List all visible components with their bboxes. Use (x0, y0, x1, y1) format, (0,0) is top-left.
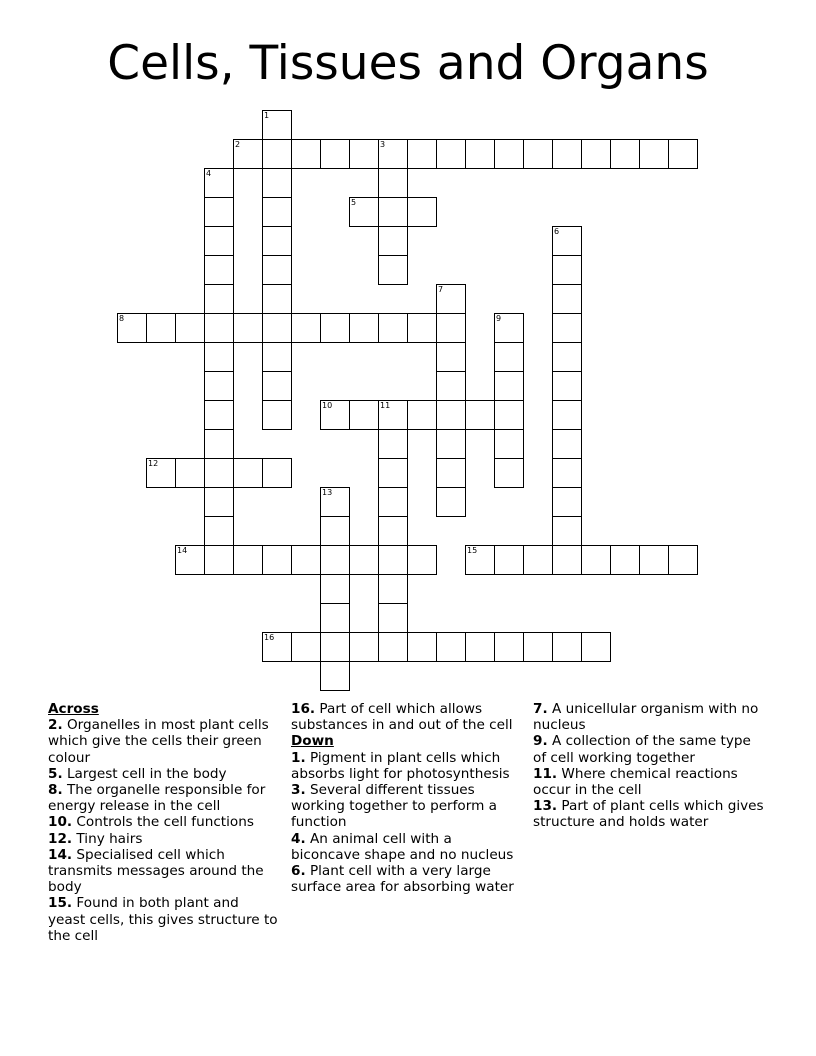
clue-number-label: 11 (380, 401, 391, 410)
grid-cell[interactable] (320, 545, 350, 575)
down-clue-4 (291, 831, 523, 863)
grid-cell[interactable] (494, 458, 524, 488)
grid-cell[interactable] (494, 313, 524, 343)
clue-number-label: 3 (380, 140, 386, 149)
grid-cell[interactable] (349, 313, 379, 343)
grid-cell[interactable] (494, 632, 524, 662)
clue-number: 4. (291, 830, 306, 847)
grid-cell[interactable] (494, 139, 524, 169)
grid-cell[interactable] (610, 545, 640, 575)
clue-number: 14. (48, 846, 73, 863)
down-clue-1 (291, 750, 523, 782)
grid-cell[interactable] (233, 139, 263, 169)
clue-text: Found in both plant and yeast cells, this gives structure to the cell (48, 895, 278, 944)
grid-cell[interactable] (262, 284, 292, 314)
grid-cell[interactable] (552, 342, 582, 372)
clues-column-3 (533, 701, 767, 831)
grid-cell[interactable] (552, 371, 582, 401)
clue-number: 1. (291, 749, 306, 766)
grid-cell[interactable] (349, 400, 379, 430)
grid-cell[interactable] (668, 139, 698, 169)
down-clue-7 (533, 701, 767, 733)
grid-cell[interactable] (204, 429, 234, 459)
grid-cell[interactable] (378, 574, 408, 604)
clue-text: An animal cell with a biconcave shape and no nucleus (291, 830, 514, 863)
grid-cell[interactable] (668, 545, 698, 575)
clue-text: A unicellular organism with no nucleus (533, 701, 759, 734)
grid-cell[interactable] (436, 487, 466, 517)
grid-cell[interactable] (320, 487, 350, 517)
clue-number: 8. (48, 782, 63, 799)
grid-cell[interactable] (291, 545, 321, 575)
grid-cell[interactable] (204, 313, 234, 343)
down-clue-11 (533, 766, 767, 798)
grid-cell[interactable] (581, 632, 611, 662)
grid-cell[interactable] (262, 458, 292, 488)
grid-cell[interactable] (407, 400, 437, 430)
clue-number-label: 15 (467, 546, 478, 555)
clue-number: 3. (291, 782, 306, 799)
grid-cell[interactable] (552, 429, 582, 459)
clue-text: Largest cell in the body (66, 765, 227, 782)
grid-cell[interactable] (523, 632, 553, 662)
clue-text: Specialised cell which transmits messages around the body (48, 846, 264, 896)
clue-number: 9. (533, 733, 548, 750)
grid-cell[interactable] (146, 458, 176, 488)
grid-cell[interactable] (494, 545, 524, 575)
grid-cell[interactable] (204, 516, 234, 546)
down-heading: Down (291, 733, 334, 750)
grid-cell[interactable] (436, 632, 466, 662)
grid-cell[interactable] (262, 632, 292, 662)
clue-number: 6. (291, 863, 306, 880)
grid-cell[interactable] (378, 603, 408, 633)
grid-cell[interactable] (378, 458, 408, 488)
grid-cell[interactable] (262, 255, 292, 285)
grid-cell[interactable] (378, 487, 408, 517)
clue-text: Tiny hairs (76, 830, 143, 847)
grid-cell[interactable] (552, 545, 582, 575)
grid-cell[interactable] (262, 139, 292, 169)
grid-cell[interactable] (378, 545, 408, 575)
clue-number-label: 8 (119, 314, 125, 323)
across-heading: Across (48, 701, 99, 717)
across-clue-8 (48, 782, 280, 814)
grid-cell[interactable] (204, 400, 234, 430)
clue-number-label: 14 (177, 546, 188, 555)
grid-cell[interactable] (175, 545, 205, 575)
across-clue-14 (48, 847, 280, 896)
clue-number-label: 6 (554, 227, 560, 236)
grid-cell[interactable] (262, 168, 292, 198)
grid-cell[interactable] (378, 226, 408, 256)
grid-cell[interactable] (320, 516, 350, 546)
grid-cell[interactable] (552, 400, 582, 430)
grid-cell[interactable] (349, 632, 379, 662)
grid-cell[interactable] (581, 139, 611, 169)
grid-cell[interactable] (552, 255, 582, 285)
grid-cell[interactable] (262, 313, 292, 343)
grid-cell[interactable] (552, 226, 582, 256)
grid-cell[interactable] (320, 661, 350, 691)
down-clue-3 (291, 782, 523, 831)
grid-cell[interactable] (436, 458, 466, 488)
grid-cell[interactable] (146, 313, 176, 343)
grid-cell[interactable] (494, 342, 524, 372)
grid-cell[interactable] (204, 197, 234, 227)
grid-cell[interactable] (204, 458, 234, 488)
grid-cell[interactable] (349, 197, 379, 227)
grid-cell[interactable] (262, 545, 292, 575)
grid-cell[interactable] (465, 139, 495, 169)
grid-cell[interactable] (378, 168, 408, 198)
grid-cell[interactable] (552, 139, 582, 169)
grid-cell[interactable] (320, 603, 350, 633)
clue-text: Organelles in most plant cells which give the cells their green colour (48, 717, 269, 766)
grid-cell[interactable] (407, 545, 437, 575)
grid-cell[interactable] (204, 487, 234, 517)
grid-cell[interactable] (552, 487, 582, 517)
grid-cell[interactable] (204, 342, 234, 372)
grid-cell[interactable] (378, 400, 408, 430)
clue-number-label: 16 (264, 633, 275, 642)
grid-cell[interactable] (204, 545, 234, 575)
page-title: Cells, Tissues and Organs (107, 36, 709, 91)
clue-number: 2. (48, 717, 63, 734)
clue-number-label: 13 (322, 488, 333, 497)
grid-cell[interactable] (436, 139, 466, 169)
grid-cell[interactable] (465, 400, 495, 430)
grid-cell[interactable] (262, 197, 292, 227)
grid-cell[interactable] (262, 400, 292, 430)
grid-cell[interactable] (552, 632, 582, 662)
grid-cell[interactable] (378, 516, 408, 546)
clue-number: 7. (533, 701, 548, 717)
grid-cell[interactable] (465, 632, 495, 662)
across-clue-10 (48, 814, 280, 830)
grid-cell[interactable] (378, 255, 408, 285)
clue-number-label: 10 (322, 401, 333, 410)
grid-cell[interactable] (204, 255, 234, 285)
grid-cell[interactable] (262, 110, 292, 140)
clue-number-label: 4 (206, 169, 212, 178)
grid-cell[interactable] (320, 313, 350, 343)
clue-number-label: 9 (496, 314, 502, 323)
clue-number: 16. (291, 701, 316, 717)
clues-column-1 (48, 701, 280, 944)
grid-cell[interactable] (407, 313, 437, 343)
grid-cell[interactable] (494, 400, 524, 430)
grid-cell[interactable] (320, 632, 350, 662)
grid-cell[interactable] (291, 632, 321, 662)
grid-cell[interactable] (552, 313, 582, 343)
grid-cell[interactable] (233, 313, 263, 343)
across-clue-12 (48, 831, 280, 847)
grid-cell[interactable] (436, 342, 466, 372)
clue-number-label: 2 (235, 140, 241, 149)
grid-cell[interactable] (349, 139, 379, 169)
grid-cell[interactable] (407, 632, 437, 662)
grid-cell[interactable] (175, 313, 205, 343)
grid-cell[interactable] (436, 371, 466, 401)
grid-cell[interactable] (378, 429, 408, 459)
clue-number-label: 12 (148, 459, 159, 468)
clue-number-label: 5 (351, 198, 357, 207)
grid-cell[interactable] (436, 429, 466, 459)
grid-cell[interactable] (523, 545, 553, 575)
grid-cell[interactable] (349, 545, 379, 575)
clue-number-label: 1 (264, 111, 270, 120)
grid-cell[interactable] (552, 458, 582, 488)
clue-text: Several different tissues working together to perform a function (291, 782, 497, 831)
clue-number-label: 7 (438, 285, 444, 294)
clue-text: Pigment in plant cells which absorbs light for photosynthesis (291, 749, 510, 782)
grid-cell[interactable] (262, 371, 292, 401)
grid-cell[interactable] (204, 371, 234, 401)
grid-cell[interactable] (407, 197, 437, 227)
clue-text: Part of cell which allows substances in and out of the cell (291, 701, 513, 734)
grid-cell[interactable] (291, 139, 321, 169)
down-clue-9 (533, 733, 767, 765)
clue-text: A collection of the same type of cell working together (533, 733, 751, 766)
grid-cell[interactable] (262, 226, 292, 256)
clue-text: Plant cell with a very large surface area for absorbing water (291, 863, 514, 896)
down-clue-13 (533, 798, 767, 830)
grid-cell[interactable] (378, 632, 408, 662)
grid-cell[interactable] (291, 313, 321, 343)
clue-number: 12. (48, 830, 73, 847)
clue-text: Part of plant cells which gives structure and holds water (533, 798, 764, 831)
grid-cell[interactable] (552, 516, 582, 546)
across-clue-15 (48, 895, 280, 944)
grid-cell[interactable] (204, 168, 234, 198)
grid-cell[interactable] (320, 400, 350, 430)
clue-text: Controls the cell functions (76, 814, 254, 831)
grid-cell[interactable] (407, 139, 437, 169)
grid-cell[interactable] (320, 574, 350, 604)
grid-cell[interactable] (175, 458, 205, 488)
grid-cell[interactable] (233, 458, 263, 488)
grid-cell[interactable] (494, 429, 524, 459)
clue-number: 15. (48, 895, 73, 912)
clue-number: 11. (533, 765, 558, 782)
clues-column-2 (291, 701, 523, 895)
grid-cell[interactable] (378, 197, 408, 227)
grid-cell[interactable] (262, 342, 292, 372)
grid-cell[interactable] (494, 371, 524, 401)
clue-text: The organelle responsible for energy release in the cell (48, 782, 266, 815)
grid-cell[interactable] (378, 313, 408, 343)
clue-number: 13. (533, 798, 558, 815)
grid-cell[interactable] (436, 400, 466, 430)
grid-cell[interactable] (639, 545, 669, 575)
grid-cell[interactable] (320, 139, 350, 169)
clue-number: 10. (48, 814, 73, 831)
grid-cell[interactable] (523, 139, 553, 169)
grid-cell[interactable] (117, 313, 147, 343)
grid-cell[interactable] (204, 226, 234, 256)
grid-cell[interactable] (465, 545, 495, 575)
grid-cell[interactable] (639, 139, 669, 169)
grid-cell[interactable] (552, 284, 582, 314)
across-clue-16 (291, 701, 523, 733)
across-clue-5 (48, 766, 280, 782)
clue-number: 5. (48, 765, 63, 782)
grid-cell[interactable] (581, 545, 611, 575)
grid-cell[interactable] (436, 313, 466, 343)
across-clue-2 (48, 717, 280, 766)
down-clue-6 (291, 863, 523, 895)
grid-cell[interactable] (233, 545, 263, 575)
grid-cell[interactable] (436, 284, 466, 314)
grid-cell[interactable] (378, 139, 408, 169)
clue-text: Where chemical reactions occur in the cell (533, 765, 738, 799)
grid-cell[interactable] (610, 139, 640, 169)
grid-cell[interactable] (204, 284, 234, 314)
